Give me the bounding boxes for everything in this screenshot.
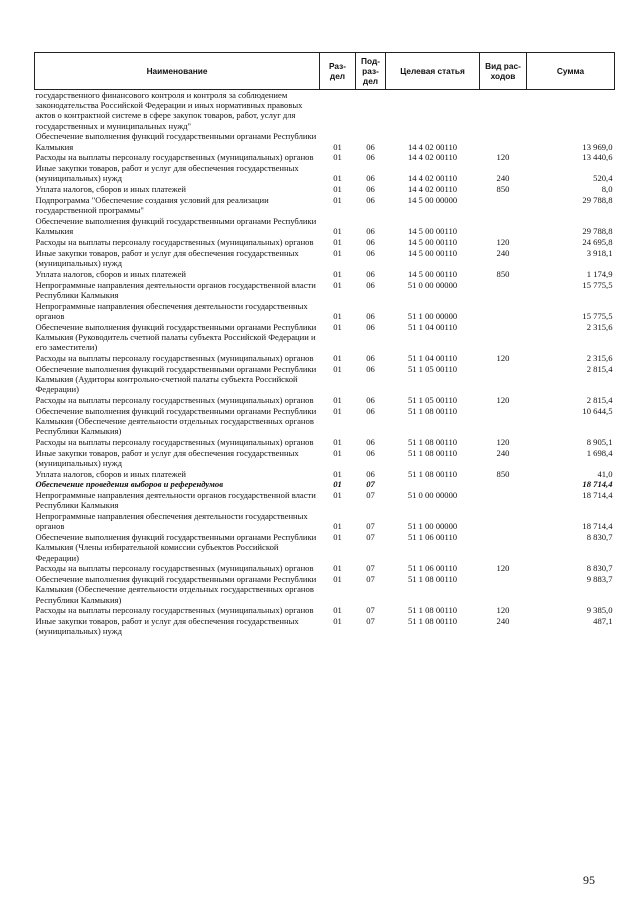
cell-celevaya-statya: 51 0 00 00000 [407, 490, 458, 501]
page-number: 95 [583, 873, 595, 887]
cell-razdel: 01 [333, 352, 342, 363]
cell-razdel: 01 [333, 184, 342, 195]
cell-celevaya-statya: 14 4 02 00110 [407, 173, 458, 184]
cell-vid-rashodov: 120 [496, 563, 510, 574]
cell-name: Уплата налогов, сборов и иных платежей [35, 268, 187, 279]
cell-razdel: 01 [333, 152, 342, 163]
cell-name: Расходы на выплаты персоналу государственных (муниципальных) органов [35, 352, 314, 363]
cell-podrazdel: 07 [366, 532, 375, 543]
cell-razdel: 01 [333, 563, 342, 574]
cell-name: Непрограммные направления деятельности органов государственной власти Республики Калмыкия [35, 279, 316, 300]
table-row [35, 237, 615, 248]
table-row [35, 152, 615, 163]
cell-summa: 29 788,8 [582, 195, 613, 205]
cell-name: Обеспечение проведения выборов и референдумов [35, 479, 224, 490]
cell-name: Иные закупки товаров, работ и услуг для обеспечения государственных (муниципальных) нужд [35, 163, 299, 184]
table-row [35, 479, 615, 490]
cell-summa: 2 315,6 [586, 352, 613, 363]
cell-razdel: 01 [333, 479, 342, 490]
cell-podrazdel: 06 [366, 468, 375, 479]
cell-vid-rashodov: 850 [496, 468, 510, 479]
cell-summa: 9 883,7 [586, 574, 613, 585]
cell-celevaya-statya: 51 1 04 00110 [407, 321, 458, 332]
cell-name: Подпрограмма "Обеспечение создания условий для реализации государственной программы" [35, 195, 269, 216]
cell-vid-rashodov [480, 195, 527, 216]
table-row [35, 280, 615, 301]
cell-vid-rashodov: 240 [496, 616, 510, 627]
cell-razdel: 01 [333, 605, 342, 616]
table-row [35, 469, 615, 480]
cell-podrazdel: 07 [366, 479, 375, 490]
table-row [35, 364, 615, 395]
table-row [35, 605, 615, 616]
cell-celevaya-statya: 51 1 08 00110 [407, 574, 458, 585]
cell-vid-rashodov [480, 511, 527, 532]
cell-summa: 24 695,8 [582, 237, 613, 247]
cell-vid-rashodov: 850 [496, 268, 510, 279]
cell-podrazdel: 06 [366, 363, 375, 374]
table-row [35, 406, 615, 437]
cell-celevaya-statya: 14 4 02 00110 [407, 141, 458, 152]
cell-vid-rashodov: 120 [496, 436, 510, 447]
cell-vid-rashodov: 240 [496, 447, 510, 458]
cell-summa: 9 385,0 [586, 605, 613, 616]
cell-celevaya-statya: 51 1 04 00110 [407, 352, 458, 363]
cell-summa: 8,0 [601, 184, 613, 195]
cell-razdel: 01 [333, 173, 342, 184]
cell-podrazdel: 06 [366, 447, 375, 458]
budget-table [34, 52, 615, 637]
table-row [35, 616, 615, 637]
header-vid-rashodov: Вид рас- ходов [480, 53, 527, 90]
cell-celevaya-statya: 14 5 00 00000 [407, 195, 458, 205]
cell-celevaya-statya: 51 1 00 00000 [407, 521, 458, 532]
cell-podrazdel: 07 [366, 616, 375, 627]
table-row [35, 184, 615, 195]
cell-celevaya-statya: 14 5 00 00110 [407, 237, 458, 247]
cell-vid-rashodov [480, 131, 527, 152]
cell-celevaya-statya: 51 1 08 00110 [407, 436, 458, 447]
cell-podrazdel: 07 [366, 490, 375, 501]
cell-podrazdel: 07 [366, 574, 375, 585]
cell-razdel: 01 [333, 363, 342, 374]
header-name: Наименование [35, 53, 320, 90]
cell-celevaya-statya: 51 1 08 00110 [407, 405, 458, 416]
table-row [35, 395, 615, 406]
cell-razdel: 01 [333, 141, 342, 152]
cell-podrazdel: 06 [366, 184, 375, 195]
cell-name: Непрограммные направления обеспечения деятельности государственных органов [35, 511, 308, 532]
cell-name: Уплата налогов, сборов и иных платежей [35, 184, 187, 195]
cell-summa: 10 644,5 [582, 405, 613, 416]
cell-name: Расходы на выплаты персоналу государственных (муниципальных) органов [35, 436, 314, 447]
cell-razdel: 01 [333, 279, 342, 290]
cell-name: Непрограммные направления деятельности органов государственной власти Республики Калмыкия [35, 490, 316, 511]
header-podrazdel: Под- раз- дел [356, 53, 386, 90]
cell-name: Обеспечение выполнения функций государственными органами Республики Калмыкия (Аудиторы контрольно-счетной палаты субъекта Российской Федерации) [35, 363, 317, 394]
header-celevaya-statya: Целевая статья [386, 53, 480, 90]
cell-summa: 2 315,6 [586, 321, 613, 332]
cell-podrazdel: 07 [366, 521, 375, 532]
cell-name: Обеспечение выполнения функций государственными органами Республики Калмыкия [35, 216, 317, 237]
cell-vid-rashodov [480, 90, 527, 132]
table-row [35, 216, 615, 237]
cell-name: Обеспечение выполнения функций государственными органами Республики Калмыкия [35, 131, 317, 152]
cell-celevaya-statya: 14 5 00 00110 [407, 247, 458, 258]
cell-razdel: 01 [333, 574, 342, 585]
cell-podrazdel: 06 [366, 237, 375, 247]
cell-summa [527, 90, 615, 132]
cell-vid-rashodov: 120 [496, 152, 510, 163]
cell-name: Иные закупки товаров, работ и услуг для обеспечения государственных (муниципальных) нужд [35, 616, 299, 637]
cell-summa: 13 440,6 [582, 152, 613, 163]
cell-vid-rashodov [480, 490, 527, 511]
cell-podrazdel: 07 [366, 563, 375, 574]
cell-celevaya-statya: 14 4 02 00110 [407, 184, 458, 195]
cell-name: Расходы на выплаты персоналу государственных (муниципальных) органов [35, 237, 314, 247]
cell-podrazdel: 06 [366, 352, 375, 363]
cell-vid-rashodov [480, 280, 527, 301]
cell-summa: 1 698,4 [586, 447, 613, 458]
cell-name: Обеспечение выполнения функций государственными органами Республики Калмыкия (Руководитель счетной палаты субъекта Российской Федерации и его заместители) [35, 321, 317, 352]
cell-celevaya-statya: 14 5 00 00110 [407, 226, 458, 237]
cell-summa: 8 905,1 [586, 436, 613, 447]
cell-celevaya-statya [386, 90, 480, 132]
cell-name: Расходы на выплаты персоналу государственных (муниципальных) органов [35, 394, 314, 405]
cell-summa: 2 815,4 [586, 394, 613, 405]
cell-summa: 18 714,4 [582, 490, 613, 501]
cell-podrazdel: 06 [366, 195, 375, 205]
cell-razdel: 01 [333, 237, 342, 247]
cell-celevaya-statya: 51 1 08 00110 [407, 616, 458, 627]
cell-summa: 1 174,9 [586, 268, 613, 279]
cell-podrazdel [356, 90, 386, 132]
cell-vid-rashodov: 120 [496, 394, 510, 405]
cell-vid-rashodov [480, 406, 527, 437]
cell-podrazdel: 06 [366, 226, 375, 237]
table-header [35, 53, 615, 90]
table-body [35, 90, 615, 638]
cell-name: государственного финансового контроля и контроля за соблюдением законодательства Российской Федерации и иных нормативных правовых актов о контрактной системе в сфере закупок товаров, работ, услуг для государственных и муниципальных нужд" [35, 90, 303, 131]
cell-vid-rashodov: 120 [496, 605, 510, 616]
cell-name: Иные закупки товаров, работ и услуг для обеспечения государственных (муниципальных) нужд [35, 247, 299, 268]
cell-razdel: 01 [333, 521, 342, 532]
cell-razdel: 01 [333, 405, 342, 416]
cell-name: Иные закупки товаров, работ и услуг для обеспечения государственных (муниципальных) нужд [35, 447, 299, 468]
cell-podrazdel: 06 [366, 279, 375, 290]
table-row [35, 437, 615, 448]
cell-summa: 2 815,4 [586, 363, 613, 374]
cell-summa: 487,1 [593, 616, 613, 627]
cell-summa: 18 714,4 [582, 521, 613, 532]
cell-podrazdel: 06 [366, 152, 375, 163]
cell-razdel: 01 [333, 321, 342, 332]
cell-vid-rashodov [480, 301, 527, 322]
cell-vid-rashodov [480, 364, 527, 395]
cell-name: Обеспечение выполнения функций государственными органами Республики Калмыкия (Обеспечение деятельности отдельных государственных органов Республики Калмыкия) [35, 405, 317, 436]
cell-razdel: 01 [333, 226, 342, 237]
cell-celevaya-statya: 51 1 00 00000 [407, 310, 458, 321]
cell-celevaya-statya: 51 1 05 00110 [407, 394, 458, 405]
cell-celevaya-statya [386, 479, 480, 490]
cell-summa: 29 788,8 [582, 226, 613, 237]
cell-vid-rashodov: 120 [496, 237, 510, 247]
cell-celevaya-statya: 51 1 06 00110 [407, 563, 458, 574]
cell-celevaya-statya: 51 1 06 00110 [407, 532, 458, 543]
table-row [35, 353, 615, 364]
cell-name: Расходы на выплаты персоналу государственных (муниципальных) органов [35, 152, 314, 163]
table-row [35, 90, 615, 132]
table-row [35, 269, 615, 280]
cell-vid-rashodov: 240 [496, 247, 510, 258]
cell-razdel: 01 [333, 195, 342, 205]
cell-summa: 18 714,4 [582, 479, 613, 490]
table-row [35, 163, 615, 184]
table-row [35, 301, 615, 322]
cell-vid-rashodov [480, 322, 527, 353]
cell-name: Обеспечение выполнения функций государственными органами Республики Калмыкия (Обеспечение деятельности отдельных государственных органов Республики Калмыкия) [35, 574, 317, 605]
cell-vid-rashodov: 240 [496, 173, 510, 184]
cell-celevaya-statya: 51 0 00 00000 [407, 279, 458, 290]
cell-celevaya-statya: 51 1 08 00110 [407, 605, 458, 616]
cell-celevaya-statya: 51 1 08 00110 [407, 447, 458, 458]
cell-celevaya-statya: 51 1 08 00110 [407, 468, 458, 479]
cell-summa: 8 830,7 [586, 532, 613, 543]
header-summa: Сумма [527, 53, 615, 90]
cell-summa: 13 969,0 [582, 141, 613, 152]
table-row [35, 532, 615, 563]
table-row [35, 322, 615, 353]
cell-name: Непрограммные направления обеспечения деятельности государственных органов [35, 300, 308, 321]
cell-summa: 8 830,7 [586, 563, 613, 574]
cell-podrazdel: 06 [366, 405, 375, 416]
table-row [35, 248, 615, 269]
cell-vid-rashodov [480, 479, 527, 490]
cell-celevaya-statya: 14 5 00 00110 [407, 268, 458, 279]
table-row [35, 574, 615, 605]
cell-podrazdel: 06 [366, 310, 375, 321]
cell-summa: 520,4 [593, 173, 613, 184]
cell-podrazdel: 06 [366, 321, 375, 332]
cell-summa: 15 775,5 [582, 279, 613, 290]
cell-summa: 41,0 [597, 468, 613, 479]
cell-celevaya-statya: 14 4 02 00110 [407, 152, 458, 163]
cell-razdel: 01 [333, 468, 342, 479]
table-row [35, 195, 615, 216]
cell-razdel: 01 [333, 394, 342, 405]
cell-name: Расходы на выплаты персоналу государственных (муниципальных) органов [35, 563, 314, 574]
cell-razdel [320, 90, 356, 132]
cell-razdel: 01 [333, 310, 342, 321]
cell-vid-rashodov: 120 [496, 352, 510, 363]
table-row [35, 490, 615, 511]
cell-podrazdel: 06 [366, 394, 375, 405]
cell-name: Уплата налогов, сборов и иных платежей [35, 468, 187, 479]
cell-vid-rashodov [480, 532, 527, 563]
cell-razdel: 01 [333, 490, 342, 501]
cell-podrazdel: 06 [366, 247, 375, 258]
table-row [35, 563, 615, 574]
cell-vid-rashodov [480, 574, 527, 605]
header-razdel: Раз- дел [320, 53, 356, 90]
cell-razdel: 01 [333, 268, 342, 279]
cell-celevaya-statya: 51 1 05 00110 [407, 363, 458, 374]
cell-podrazdel: 06 [366, 436, 375, 447]
cell-podrazdel: 06 [366, 268, 375, 279]
cell-name: Обеспечение выполнения функций государственными органами Республики Калмыкия (Члены избирательной комиссии субъектов Российской Федерации) [35, 532, 317, 563]
cell-razdel: 01 [333, 447, 342, 458]
cell-razdel: 01 [333, 532, 342, 543]
cell-vid-rashodov [480, 216, 527, 237]
cell-podrazdel: 07 [366, 605, 375, 616]
cell-podrazdel: 06 [366, 173, 375, 184]
cell-vid-rashodov: 850 [496, 184, 510, 195]
cell-summa: 3 918,1 [586, 247, 613, 258]
table-row [35, 511, 615, 532]
cell-razdel: 01 [333, 247, 342, 258]
cell-razdel: 01 [333, 616, 342, 627]
cell-razdel: 01 [333, 436, 342, 447]
table-row [35, 131, 615, 152]
cell-summa: 15 775,5 [582, 310, 613, 321]
cell-podrazdel: 06 [366, 141, 375, 152]
cell-name: Расходы на выплаты персоналу государственных (муниципальных) органов [35, 605, 314, 616]
table-row [35, 448, 615, 469]
